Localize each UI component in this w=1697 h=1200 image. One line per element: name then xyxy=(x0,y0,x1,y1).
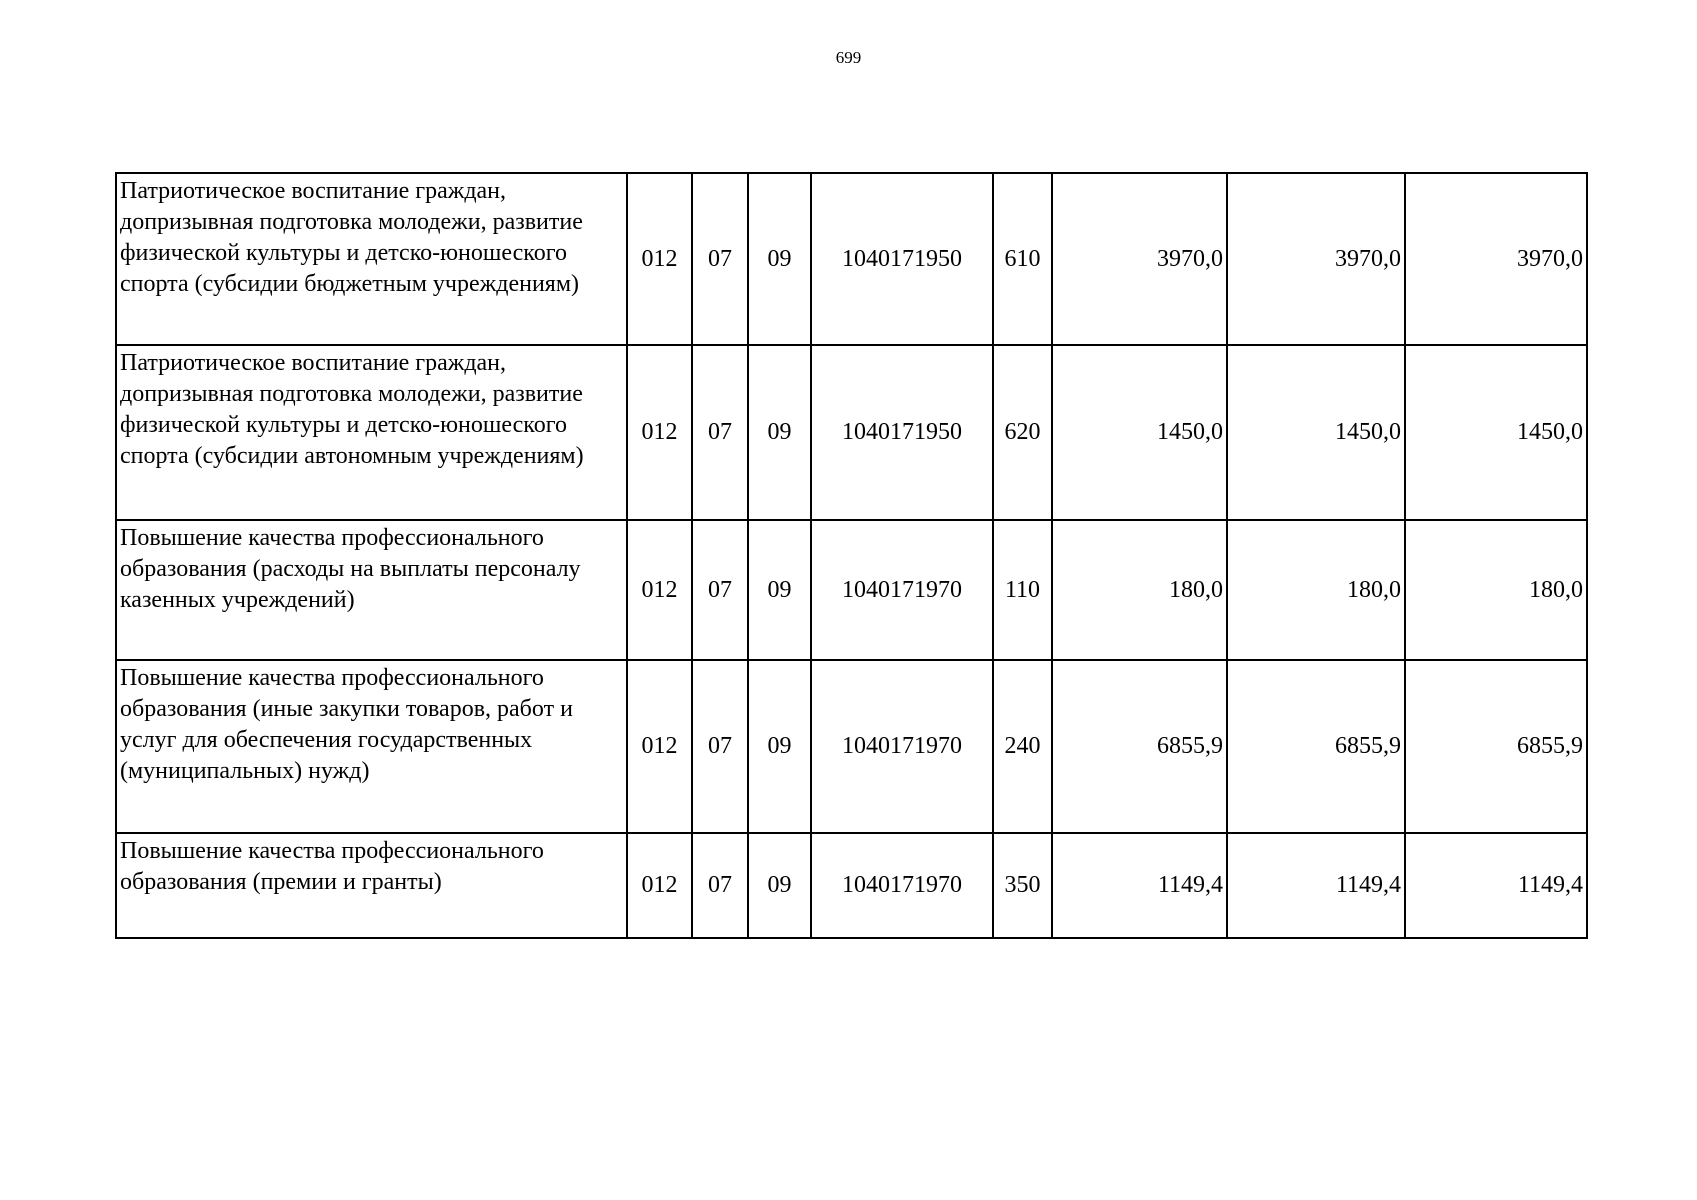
budget-table xyxy=(115,172,1588,939)
cell-amount-2: 6855,9 xyxy=(1227,660,1405,833)
table-row xyxy=(116,833,1587,938)
cell-amount-3: 1450,0 xyxy=(1405,345,1587,520)
cell-admin-code: 012 xyxy=(627,345,692,520)
table-row xyxy=(116,520,1587,660)
cell-name: Патриотическое воспитание граждан, допризывная подготовка молодежи, развитие физической культуры и детско-юношеского спорта (субсидии автономным учреждениям) xyxy=(116,345,627,520)
cell-admin-code: 012 xyxy=(627,660,692,833)
cell-amount-2: 1149,4 xyxy=(1227,833,1405,938)
cell-admin-code: 012 xyxy=(627,173,692,345)
table-row xyxy=(116,660,1587,833)
cell-expense-type: 240 xyxy=(993,660,1052,833)
cell-amount-1: 3970,0 xyxy=(1052,173,1227,345)
page-number: 699 xyxy=(835,48,862,67)
cell-subsection: 09 xyxy=(748,520,811,660)
cell-amount-1: 6855,9 xyxy=(1052,660,1227,833)
cell-amount-3: 6855,9 xyxy=(1405,660,1587,833)
cell-section: 07 xyxy=(692,520,748,660)
cell-target-article: 1040171950 xyxy=(811,173,993,345)
cell-amount-1: 1149,4 xyxy=(1052,833,1227,938)
cell-amount-2: 3970,0 xyxy=(1227,173,1405,345)
table-row xyxy=(116,345,1587,520)
cell-name: Повышение качества профессионального образования (премии и гранты) xyxy=(116,833,627,938)
cell-subsection: 09 xyxy=(748,660,811,833)
cell-amount-1: 1450,0 xyxy=(1052,345,1227,520)
cell-subsection: 09 xyxy=(748,173,811,345)
cell-admin-code: 012 xyxy=(627,520,692,660)
cell-target-article: 1040171970 xyxy=(811,660,993,833)
cell-amount-3: 180,0 xyxy=(1405,520,1587,660)
cell-admin-code: 012 xyxy=(627,833,692,938)
cell-section: 07 xyxy=(692,345,748,520)
cell-subsection: 09 xyxy=(748,833,811,938)
cell-name: Повышение качества профессионального образования (расходы на выплаты персоналу казенных учреждений) xyxy=(116,520,627,660)
cell-expense-type: 620 xyxy=(993,345,1052,520)
cell-amount-3: 3970,0 xyxy=(1405,173,1587,345)
cell-name: Патриотическое воспитание граждан, допризывная подготовка молодежи, развитие физической культуры и детско-юношеского спорта (субсидии бюджетным учреждениям) xyxy=(116,173,627,345)
cell-expense-type: 350 xyxy=(993,833,1052,938)
cell-section: 07 xyxy=(692,173,748,345)
cell-expense-type: 610 xyxy=(993,173,1052,345)
cell-subsection: 09 xyxy=(748,345,811,520)
cell-amount-1: 180,0 xyxy=(1052,520,1227,660)
cell-target-article: 1040171970 xyxy=(811,833,993,938)
cell-section: 07 xyxy=(692,660,748,833)
cell-section: 07 xyxy=(692,833,748,938)
table-row xyxy=(116,173,1587,345)
cell-amount-3: 1149,4 xyxy=(1405,833,1587,938)
cell-target-article: 1040171950 xyxy=(811,345,993,520)
cell-amount-2: 1450,0 xyxy=(1227,345,1405,520)
cell-expense-type: 110 xyxy=(993,520,1052,660)
cell-target-article: 1040171970 xyxy=(811,520,993,660)
cell-amount-2: 180,0 xyxy=(1227,520,1405,660)
cell-name: Повышение качества профессионального образования (иные закупки товаров, работ и услуг для обеспечения государственных (муниципальных) нужд) xyxy=(116,660,627,833)
